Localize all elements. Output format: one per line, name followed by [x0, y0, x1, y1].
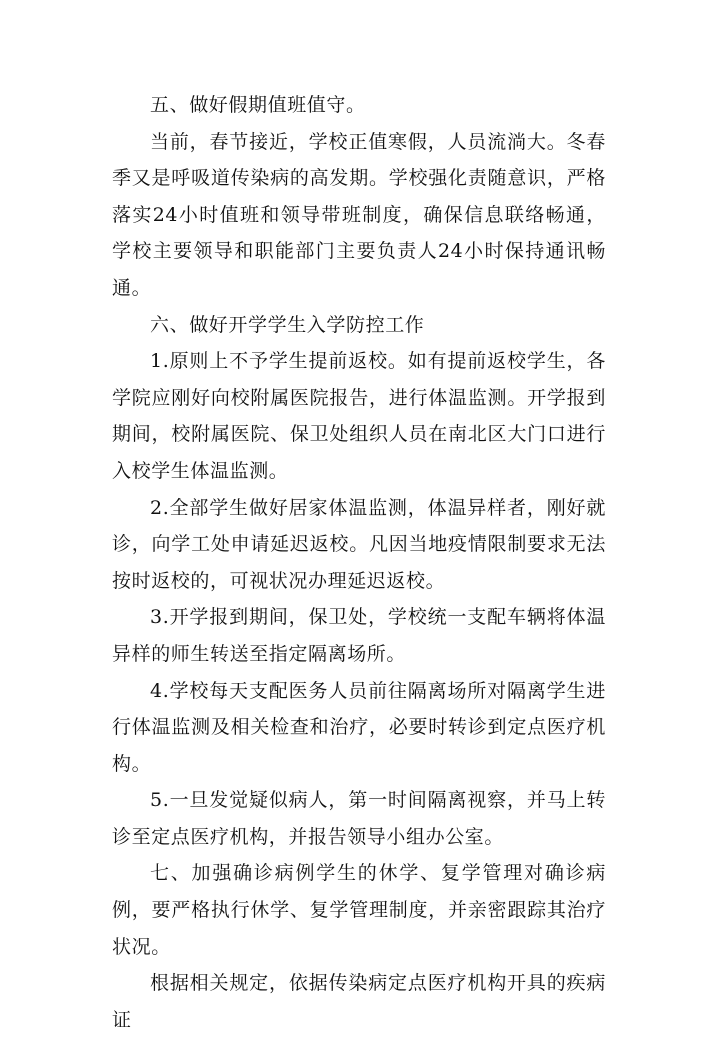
paragraph-regulations: 根据相关规定，依据传染病定点医疗机构开具的疾病证 [112, 972, 606, 1031]
paragraph-section-7: 七、加强确诊病例学生的休学、复学管理对确诊病例，要严格执行休学、复学管理制度，并亲密跟踪其治疗状况。 [112, 862, 606, 958]
paragraph-item-2: 2.全部学生做好居家体温监测，体温异样者，刚好就诊，向学工处申请延迟返校。凡因当地疫情限制要求无法按时返校的，可视状况办理延迟返校。 [112, 496, 606, 592]
paragraph-item-4: 4.学校每天支配医务人员前往隔离场所对隔离学生进行体温监测及相关检查和治疗，必要时转诊到定点医疗机构。 [112, 679, 606, 775]
paragraph-item-3: 3.开学报到期间，保卫处，学校统一支配车辆将体温异样的师生转送至指定隔离场所。 [112, 606, 606, 665]
paragraph-item-5: 5.一旦发觉疑似病人，第一时间隔离视察，并马上转诊至定点医疗机构，并报告领导小组办公室。 [112, 789, 606, 848]
paragraph-item-1: 1.原则上不予学生提前返校。如有提前返校学生，各学院应刚好向校附属医院报告，进行体温监测。开学报到期间，校附属医院、保卫处组织人员在南北区大门口进行入校学生体温监测。 [112, 350, 606, 482]
paragraph-duty-details: 当前，春节接近，学校正值寒假，人员流淌大。冬春季又是呼吸道传染病的高发期。学校强化责随意识，严格落实24小时值班和领导带班制度，确保信息联络畅通，学校主要领导和职能部门主要负责人24小时保持通讯畅通。 [112, 130, 606, 299]
paragraph-section-5-heading: 五、做好假期值班值守。 [150, 94, 366, 116]
paragraph-section-6-heading: 六、做好开学学生入学防控工作 [150, 313, 425, 336]
document-body [112, 87, 606, 1038]
